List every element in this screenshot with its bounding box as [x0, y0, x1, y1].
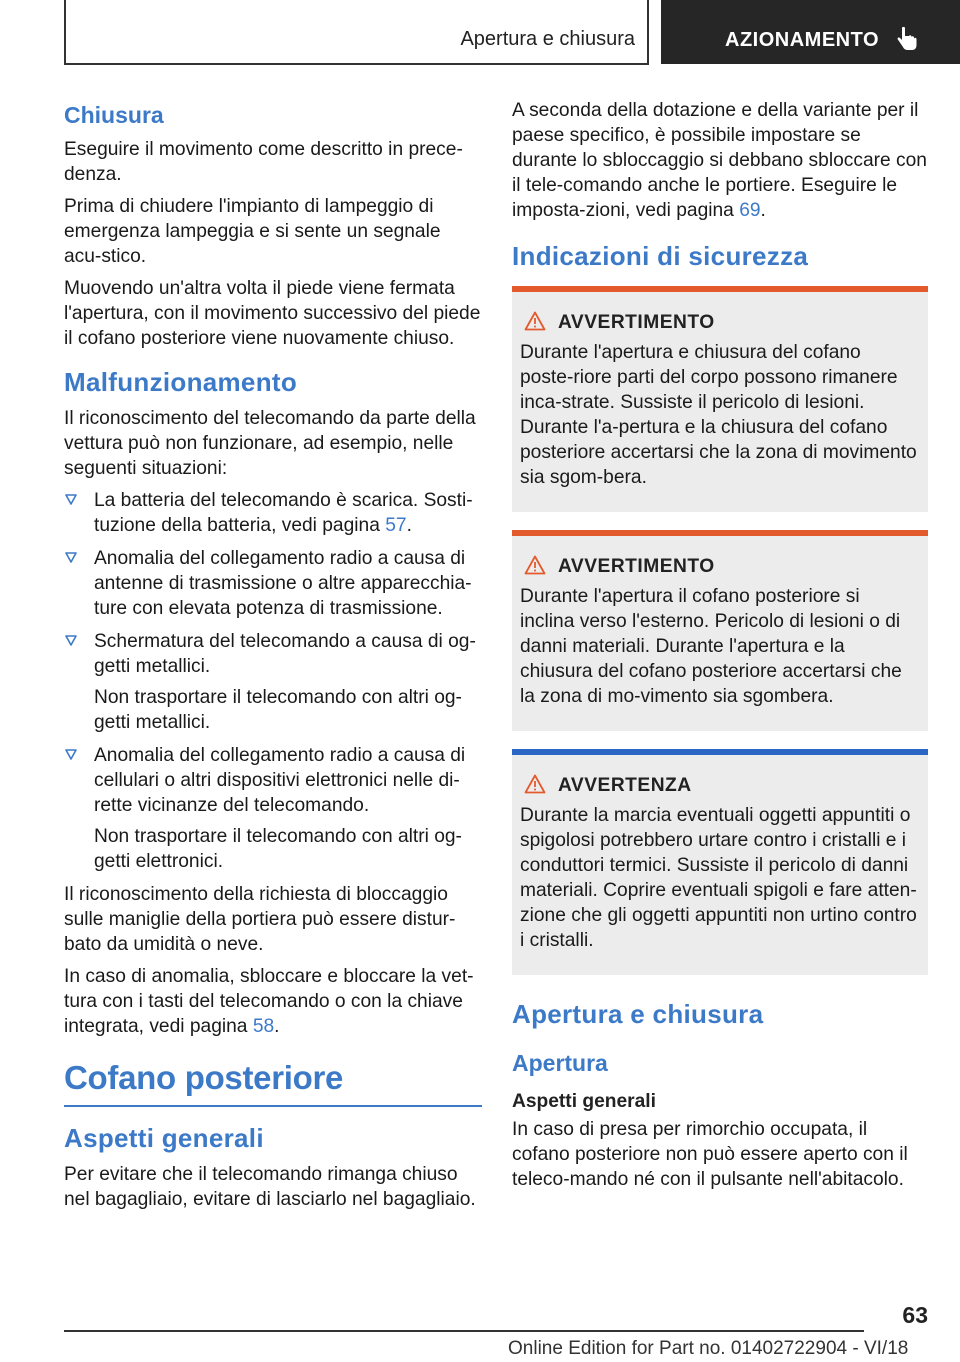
warning-box: [512, 530, 928, 731]
warning-triangle-icon: [524, 555, 546, 575]
notice-title: AVVERTENZA: [520, 775, 918, 797]
heading-chiusura: Chiusura: [64, 102, 164, 128]
heading-indicazioni-sicurezza: Indicazioni di sicurezza: [512, 241, 809, 271]
header-chapter-label: AZIONAMENTO: [725, 29, 880, 51]
heading-apertura-e-chiusura: Apertura e chiusura: [512, 999, 764, 1029]
page-link[interactable]: 69: [739, 200, 761, 221]
list-item: [64, 488, 482, 538]
list-item-note: Non trasportare il telecomando con altri og-getti metallici.: [94, 687, 462, 733]
heading-aspetti-generali: Aspetti generali: [64, 1123, 264, 1153]
heading-aspetti-generali: Aspetti generali: [512, 1091, 656, 1112]
paragraph: In caso di presa per rimorchio occupata, il cofano posteriore non può essere aperto con il teleco-mando né con il pulsante nell'abitacolo.: [512, 1119, 908, 1190]
triangle-bullet-icon: [64, 550, 78, 564]
left-column: [64, 98, 482, 1219]
header-bottom-rule: [64, 63, 649, 65]
page-number: 63: [902, 1302, 928, 1328]
paragraph: Il riconoscimento del telecomando da parte della vettura può non funzionare, ad esempio, nelle seguenti situazioni:: [64, 408, 476, 479]
header-separator: [647, 0, 649, 64]
footer-edition: Online Edition for Part no. 01402722904 - VI/18: [508, 1338, 909, 1359]
notice-text: Durante la marcia eventuali oggetti appuntiti o spigolosi potrebbero urtare contro i cristalli e i conduttori termici. Sussiste il pericolo di danni materiali. Coprire eventuali spigoli e fare atten-zione che gli oggetti appuntiti non urtino contro i cristalli.: [520, 805, 917, 951]
list-item-note: Non trasportare il telecomando con altri og-getti elettronici.: [94, 826, 462, 872]
paragraph: Il riconoscimento della richiesta di bloccaggio sulle maniglie della portiera può essere distur-bato da umidità o neve.: [64, 884, 456, 955]
list-item: [64, 743, 482, 874]
hand-pointer-icon: [893, 26, 919, 52]
triangle-bullet-icon: [64, 633, 78, 647]
heading-malfunzionamento: Malfunzionamento: [64, 367, 298, 397]
warning-triangle-icon: [524, 774, 546, 794]
heading-cofano-posteriore: Cofano posteriore: [64, 1059, 482, 1107]
warning-title: AVVERTIMENTO: [520, 312, 918, 334]
footer-rule: [64, 1330, 864, 1332]
list-item-text: La batteria del telecomando è scarica. Sosti-tuzione della batteria, vedi pagina 57.: [94, 490, 473, 536]
bullet-list: [64, 488, 482, 874]
warning-triangle-icon: [524, 311, 546, 331]
list-item-text: Anomalia del collegamento radio a causa di cellulari o altri dispositivi elettronici nelle di-rette vicinanze del telecomando.: [94, 745, 466, 816]
heading-apertura: Apertura: [512, 1050, 608, 1076]
triangle-bullet-icon: [64, 747, 78, 761]
paragraph: In caso di anomalia, sbloccare e bloccare la vet-tura con i tasti del telecomando o con la chiave integrata, vedi pagina 58.: [64, 966, 474, 1037]
list-item: [64, 546, 482, 621]
warning-box: [512, 286, 928, 512]
triangle-bullet-icon: [64, 492, 78, 506]
paragraph: A seconda della dotazione e della variante per il paese specifico, è possibile impostare se durante lo sbloccaggio si debbano sbloccare con il tele-comando anche le portiere. Eseguire le imposta-zioni, vedi pagina 69.: [512, 100, 927, 221]
notice-box: [512, 749, 928, 975]
list-item-text: Anomalia del collegamento radio a causa di antenne di trasmissione o altre apparecchia-ture con elevata potenza di trasmissione.: [94, 548, 472, 619]
warning-text: Durante l'apertura e chiusura del cofano poste-riore parti del corpo possono rimanere inca-strate. Sussiste il pericolo di lesioni. Durante l'a-pertura e la chiusura del cofano posteriore accertarsi che la zona di movimento sia sgom-bera.: [520, 342, 917, 488]
paragraph: Per evitare che il telecomando rimanga chiuso nel bagagliaio, evitare di lasciarlo nel bagagliaio.: [64, 1164, 476, 1210]
warning-text: Durante l'apertura il cofano posteriore si inclina verso l'esterno. Pericolo di lesioni o di danni materiali. Durante l'apertura e la chiusura del cofano posteriore accertarsi che la zona di mo-vimento sia sgombera.: [520, 586, 902, 707]
warning-title: AVVERTIMENTO: [520, 556, 918, 578]
right-column: [512, 98, 928, 1199]
page-link[interactable]: 57: [385, 515, 407, 536]
header-section-title: Apertura e chiusura: [460, 28, 635, 50]
page-link[interactable]: 58: [252, 1016, 275, 1037]
paragraph: Prima di chiudere l'impianto di lampeggio di emergenza lampeggia e si sente un segnale acu-stico.: [64, 196, 441, 267]
paragraph: Muovendo un'altra volta il piede viene fermata l'apertura, con il movimento successivo del piede il cofano posteriore viene nuovamente chiuso.: [64, 278, 481, 349]
header-left-rule: [64, 0, 66, 64]
list-item-text: Schermatura del telecomando a causa di og-getti metallici.: [94, 631, 476, 677]
header-chapter-tab: [661, 0, 960, 64]
list-item: [64, 629, 482, 735]
paragraph: Eseguire il movimento come descritto in prece-denza.: [64, 139, 463, 185]
